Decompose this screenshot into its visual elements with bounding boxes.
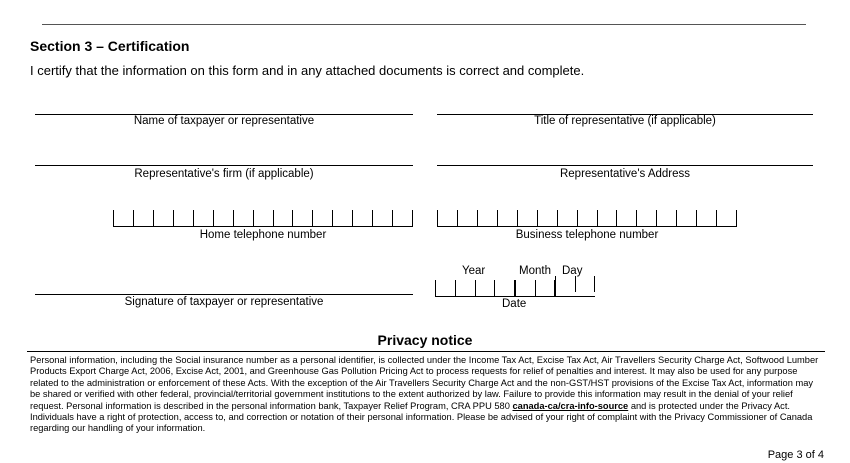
date-month-label: Month: [519, 265, 551, 277]
info-source-link[interactable]: canada-ca/cra-info-source: [512, 400, 629, 411]
privacy-divider: [27, 351, 825, 352]
date-month-input[interactable]: [515, 280, 555, 297]
firm-field[interactable]: [35, 165, 413, 166]
page-number: Page 3 of 4: [767, 449, 824, 461]
home-phone-label: Home telephone number: [199, 229, 327, 241]
date-day-label: Day: [562, 265, 583, 277]
date-year-input[interactable]: [435, 280, 515, 297]
title-field-label: Title of representative (if applicable): [534, 115, 716, 127]
certification-statement: I certify that the information on this form and in any attached documents is correct and complete.: [30, 63, 585, 78]
privacy-body-text: Personal information, including the Social insurance number as a personal identifier, is collected under the Income Tax Act, Excise Tax Act, Air Travellers Security Charge Act, Softwood Lumber Products Export Charge Act, 2006, Excise Act, 2001, and Greenhouse Gas Pollution Pricing Act to process requests for relief of penalties and interest. It may also be used for any purpose related to the administration or enforcement of these Acts. With the exception of the Air Travellers Security Charge Act and the non-GST/HST provisions of the Excise Tax Act, information may be shared or verified with other federal, provincial/territorial government institutions to the extent authorized by law. Failure to provide this information may result in the denial of your relief request. Personal information is described in the personal information bank, Taxpayer Relief Program, CRA PPU 580: [30, 355, 819, 411]
date-day-input[interactable]: [555, 276, 595, 297]
section-title: Section 3 – Certification: [30, 38, 190, 54]
home-phone-input[interactable]: [113, 210, 413, 227]
business-phone-label: Business telephone number: [515, 229, 659, 241]
privacy-body: [30, 355, 820, 435]
firm-field-label: Representative's firm (if applicable): [134, 168, 314, 180]
name-field-label: Name of taxpayer or representative: [133, 115, 315, 127]
top-divider: [42, 24, 806, 25]
address-field-label: Representative's Address: [559, 168, 691, 180]
signature-field[interactable]: [35, 294, 413, 295]
date-label: Date: [502, 298, 527, 310]
business-phone-input[interactable]: [437, 210, 737, 227]
date-year-label: Year: [462, 265, 486, 277]
signature-field-label: Signature of taxpayer or representative: [124, 296, 324, 308]
privacy-title: Privacy notice: [377, 332, 473, 348]
address-field[interactable]: [437, 165, 813, 166]
privacy-body-text-end: and is protected under the Privacy Act. Individuals have a right of protection, access to, and correction or notation of their personal information. Please be advised of your right of complaint with the Privacy Commissioner of Canada regarding our handling of your information.: [30, 400, 813, 434]
